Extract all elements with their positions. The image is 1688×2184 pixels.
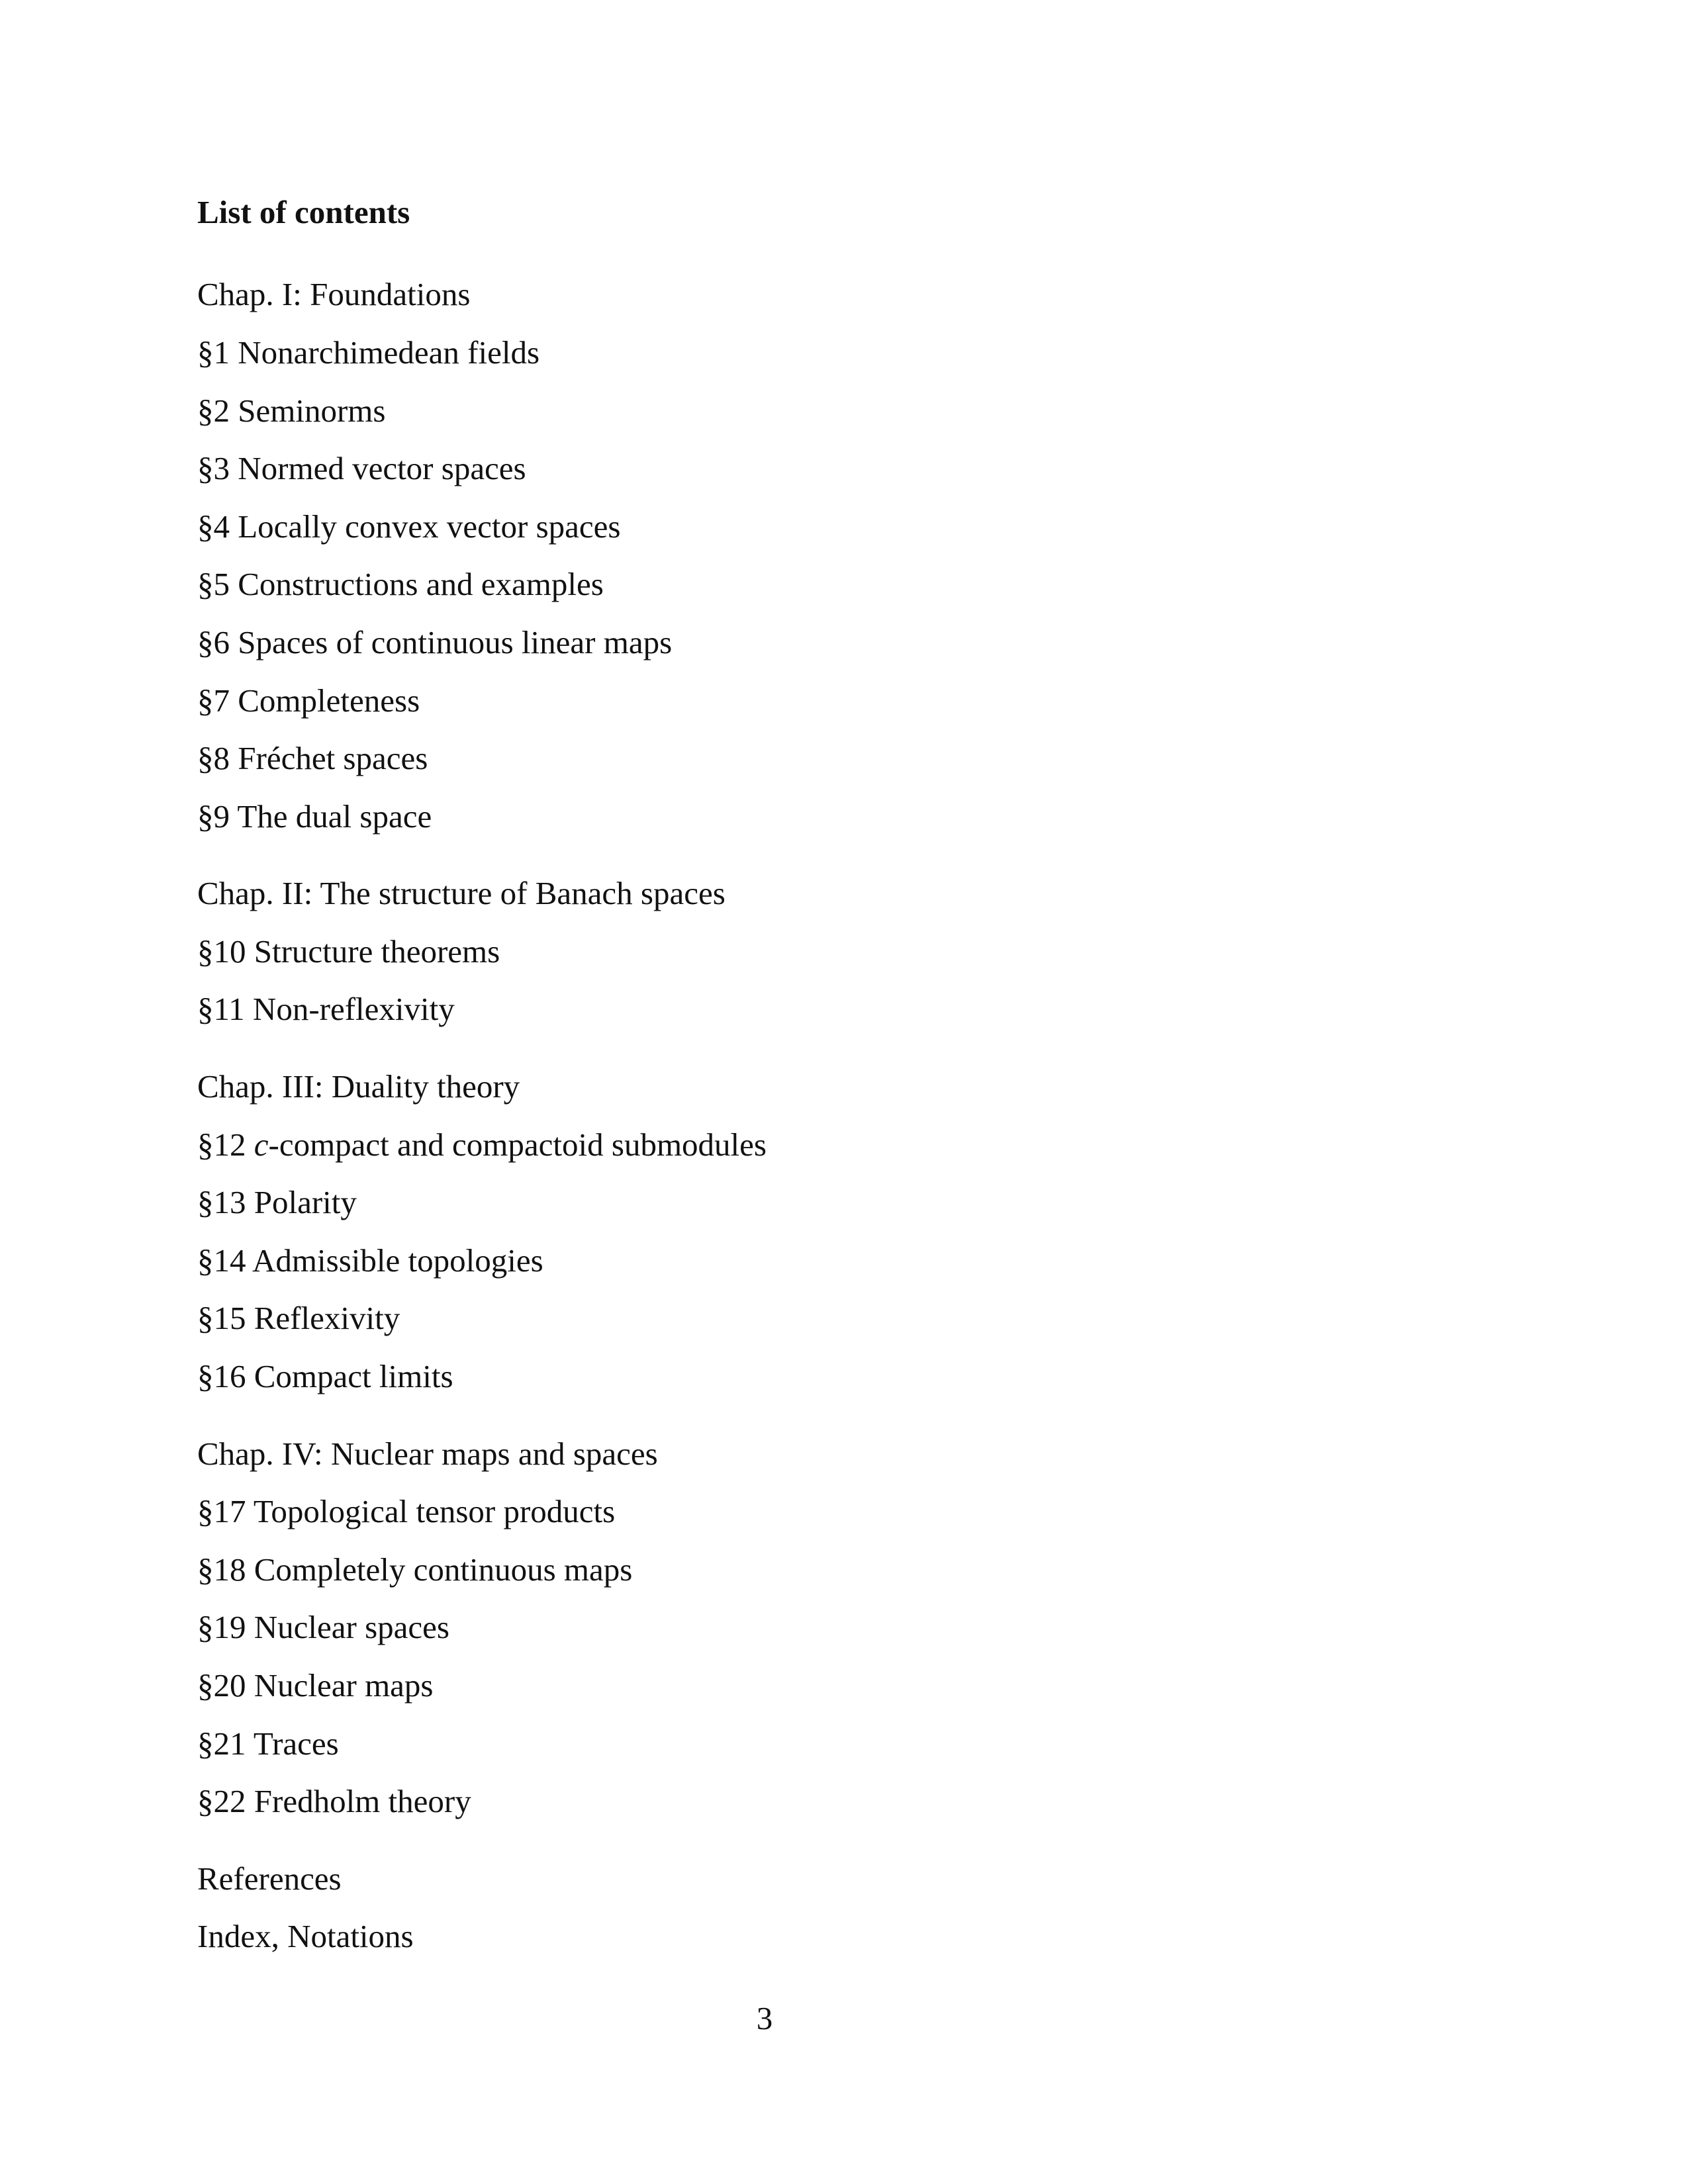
toc-entry: §20 Nuclear maps [197,1667,434,1704]
toc-entry: §21 Traces [197,1725,339,1762]
toc-entry: §18 Completely continuous maps [197,1551,633,1588]
toc-entry: §4 Locally convex vector spaces [197,508,621,545]
toc-index: Index, Notations [197,1918,414,1954]
chapter-title: Chap. I: Foundations [197,276,471,312]
page-number: 3 [756,2000,773,2036]
contents-heading: List of contents [197,194,410,230]
toc-entry: §2 Seminorms [197,392,386,429]
section-prefix: §12 [197,1126,254,1163]
toc-entry: §1 Nonarchimedean fields [197,334,540,371]
toc-entry [197,1128,767,1161]
toc-entry: §19 Nuclear spaces [197,1609,449,1645]
toc-entry: §14 Admissible topologies [197,1242,543,1279]
toc-entry: §10 Structure theorems [197,933,500,970]
chapter-title: Chap. II: The structure of Banach spaces [197,875,726,911]
toc-entry: §9 The dual space [197,798,432,835]
toc-entry: §16 Compact limits [197,1358,453,1394]
toc-entry: §15 Reflexivity [197,1300,400,1336]
toc-entry: §7 Completeness [197,682,420,719]
toc-entry: §11 Non-reflexivity [197,991,455,1027]
toc-entry: §5 Constructions and examples [197,566,604,602]
toc-entry: §3 Normed vector spaces [197,450,526,486]
toc-entry: §6 Spaces of continuous linear maps [197,624,673,660]
italic-c: c [254,1126,269,1163]
toc-entry: §17 Topological tensor products [197,1493,616,1529]
section-title-rest: -compact and compactoid submodules [268,1126,767,1163]
chapter-title: Chap. IV: Nuclear maps and spaces [197,1435,658,1472]
toc-references: References [197,1860,342,1897]
toc-entry: §8 Fréchet spaces [197,740,428,776]
chapter-title: Chap. III: Duality theory [197,1068,520,1105]
toc-entry: §13 Polarity [197,1184,357,1220]
toc-entry: §22 Fredholm theory [197,1783,471,1819]
